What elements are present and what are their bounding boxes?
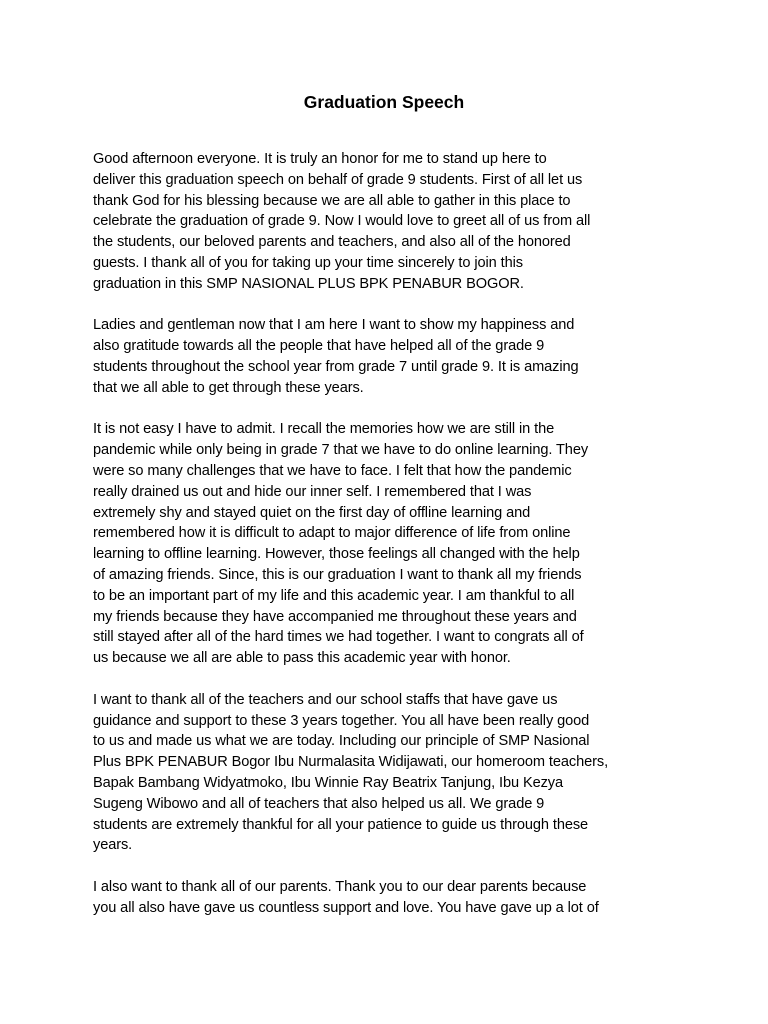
body-paragraph: I want to thank all of the teachers and our school staffs that have gave us guidance and support to these 3 years together. You all have been really good to us and made us what we are today. Including our principle of SMP Nasional Plus BPK PENABUR Bogor Ibu Nurmalasita Widijawati, our homeroom teachers, Bapak Bambang Widyatmoko, Ibu Winnie Ray Beatrix Tanjung, Ibu Kezya Sugeng Wibowo and all of teachers that also helped us all. We grade 9 students are extremely thankful for all your patience to guide us through these years. [93, 691, 609, 854]
document-title: Graduation Speech [303, 92, 465, 112]
body-paragraph: I also want to thank all of our parents. Thank you to our dear parents because you all also have gave us countless support and love. You have gave up a lot of [93, 878, 599, 916]
body-paragraph: Good afternoon everyone. It is truly an honor for me to stand up here to deliver this graduation speech on behalf of grade 9 students. First of all let us thank God for his blessing because we are all able to gather in this place to celebrate the graduation of grade 9. Now I would love to greet all of us from all the students, our beloved parents and teachers, and also all of the honored guests. I thank all of you for taking up your time sincerely to join this graduation in this SMP NASIONAL PLUS BPK PENABUR BOGOR. [93, 151, 591, 292]
document-body [93, 149, 683, 939]
body-paragraph: It is not easy I have to admit. I recall the memories how we are still in the pandemic while only being in grade 7 that we have to do online learning. They were so many challenges that we have to face. I felt that how the pandemic really drained us out and hide our inner self. I remembered that I was extremely shy and stayed quiet on the first day of offline learning and remembered how it is difficult to adapt to major difference of life from online learning to offline learning. However, those feelings all changed with the help of amazing friends. Since, this is our graduation I want to thank all my friends to be an important part of my life and this academic year. I am thankful to all my friends because they have accompanied me throughout these years and still stayed after all of the hard times we had together. I want to congrats all of us because we all are able to pass this academic year with honor. [93, 421, 589, 667]
body-paragraph: Ladies and gentleman now that I am here I want to show my happiness and also gratitude towards all the people that have helped all of the grade 9 students throughout the school year from grade 7 until grade 9. It is amazing that we all able to get through these years. [93, 317, 579, 396]
